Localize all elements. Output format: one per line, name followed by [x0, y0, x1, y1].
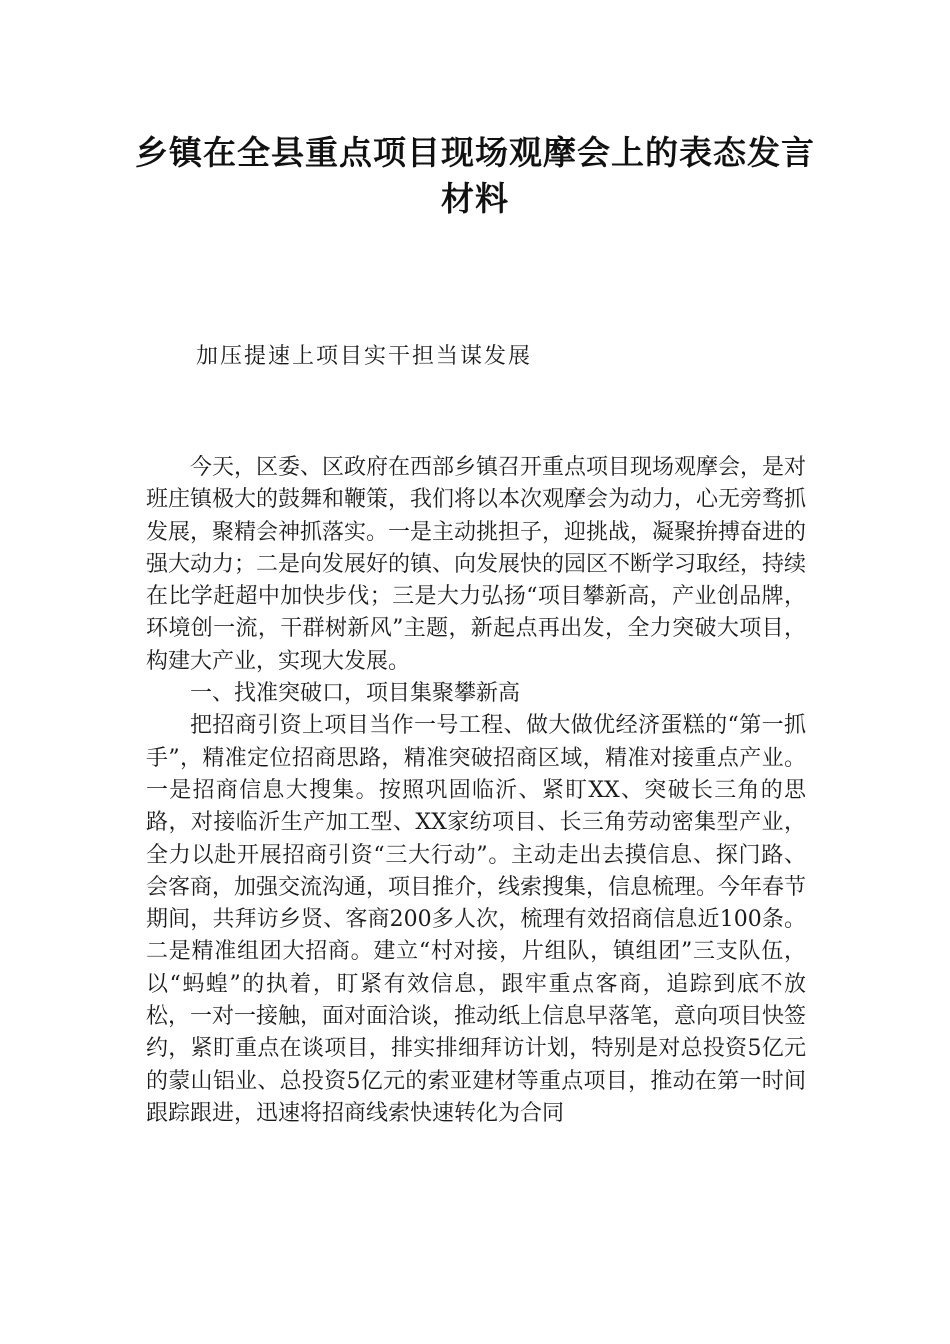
- body-paragraph: 今天，区委、区政府在西部乡镇召开重点项目现场观摩会，是对班庄镇极大的鼓舞和鞭策，我们将以本次观摩会为动力，心无旁骛抓发展，聚精会神抓落实。一是主动挑担子，迎挑战，凝聚拚搏奋进的强大动力；二是向发展好的镇、向发展快的园区不断学习取经，持续在比学赶超中加快步伐；三是大力弘扬“项目攀新高，产业创品牌，环境创一流，干群树新风”主题，新起点再出发，全力突破大项目，构建大产业，实现大发展。: [146, 455, 807, 674]
- section-heading: 一、找准突破口，项目集聚攀新高: [190, 681, 521, 707]
- document-subtitle: 加压提速上项目实干担当谋发展: [196, 344, 533, 369]
- body-paragraph: 把招商引资上项目当作一号工程、做大做优经济蛋糕的“第一抓手”，精准定位招商思路，精准突破招商区域，精准对接重点产业。一是招商信息大搜集。按照巩固临沂、紧盯XX、突破长三角的思路，对接临沂生产加工型、XX家纺项目、长三角劳动密集型产业，全力以赴开展招商引资“三大行动”。主动走出去摸信息、探门路、会客商，加强交流沟通，项目推介，线索搜集，信息梳理。今年春节期间，共拜访乡贤、客商200多人次，梳理有效招商信息近100条。二是精准组团大招商。建立“村对接，片组队，镇组团”三支队伍，以“蚂蝗”的执着，盯紧有效信息，跟牢重点客商，追踪到底不放松，一对一接触，面对面洽谈，推动纸上信息早落笔，意向项目快签约，紧盯重点在谈项目，排实排细拜访计划，特别是对总投资5亿元的蒙山铝业、总投资5亿元的索亚建材等重点项目，推动在第一时间跟踪跟进，迅速将招商线索快速转化为合同: [146, 713, 807, 1126]
- document-title: 乡镇在全县重点项目现场观摩会上的表态发言材料: [135, 133, 815, 218]
- document-body: [146, 452, 806, 1130]
